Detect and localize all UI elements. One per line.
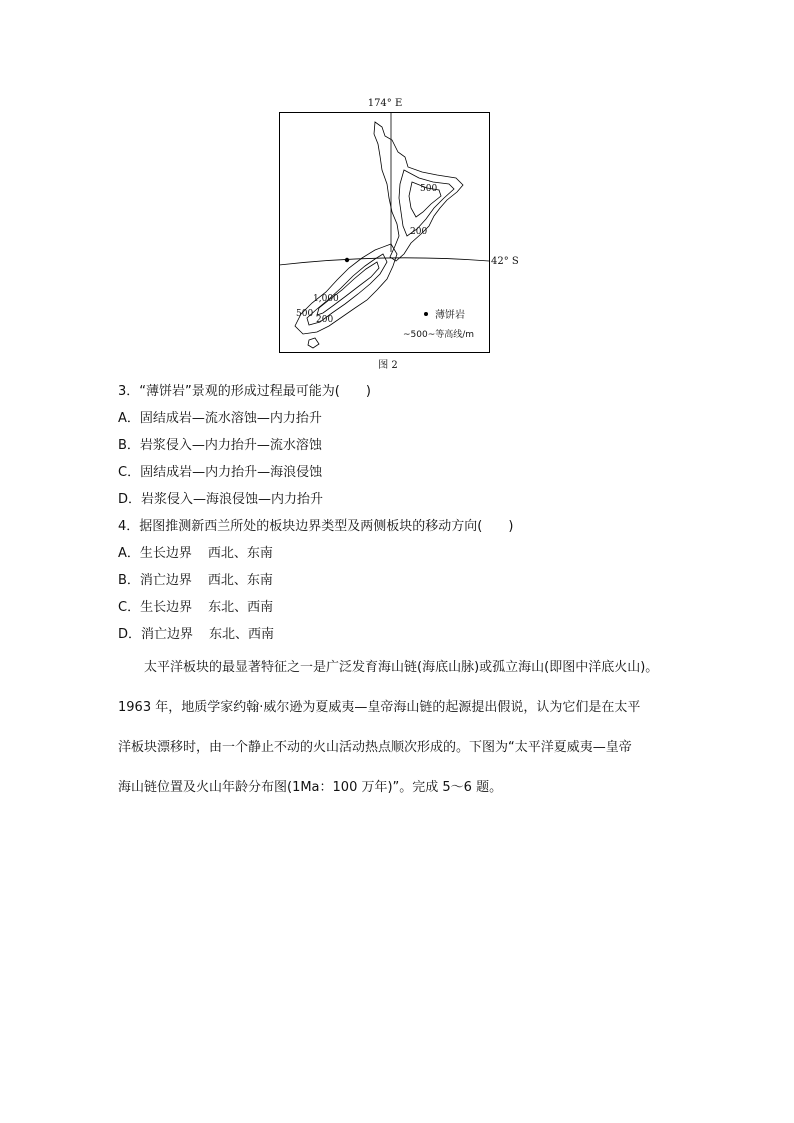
contour-label-500-south: 500: [296, 309, 314, 319]
paragraph-line-1: 太平洋板块的最显著特征之一是广泛发育海山链(海底山脉)或孤立海山(即图中洋底火山)。: [118, 660, 659, 675]
contour-label-200: 200: [410, 227, 428, 237]
question-3-option-b: B．岩浆侵入—内力抬升—流水溶蚀: [118, 438, 322, 453]
option-boundary: B．消亡边界: [118, 573, 192, 588]
legend-dot-icon: [424, 312, 428, 316]
question-4-option-d: [118, 623, 274, 642]
question-3-option-d: D．岩浆侵入—海浪侵蚀—内力抬升: [118, 492, 324, 507]
option-boundary: C．生长边界: [118, 600, 193, 615]
option-direction: 东北、西南: [209, 627, 275, 642]
question-4-stem: 4．据图推测新西兰所处的板块边界类型及两侧板块的移动方向( ): [118, 519, 514, 534]
question-3-stem: 3．“薄饼岩”景观的形成过程最可能为( ): [118, 384, 371, 399]
question-4-option-b: [118, 569, 273, 588]
legend-dot-label: 薄饼岩: [435, 310, 465, 321]
paragraph-line-4: 海山链位置及火山年龄分布图(1Ma：100 万年)”。完成 5～6 题。: [118, 780, 503, 795]
latitude-label: 42° S: [491, 256, 519, 267]
figure-new-zealand-map: [279, 98, 519, 373]
longitude-label: 174° E: [367, 98, 403, 109]
paragraph-line-2: 1963 年，地质学家约翰·威尔逊为夏威夷—皇帝海山链的起源提出假说，认为它们是在太平: [118, 700, 641, 715]
question-3-option-a: A．固结成岩—流水溶蚀—内力抬升: [118, 411, 322, 426]
option-boundary: D．消亡边界: [118, 627, 194, 642]
question-4-option-a: [118, 542, 273, 561]
north-island: [374, 122, 463, 261]
contour-label-500: 500: [420, 184, 438, 194]
latitude-line: [279, 258, 489, 265]
figure-caption: 图 2: [378, 360, 398, 371]
contour-label-1000: 1,000: [313, 294, 339, 304]
legend-contour-label: ~500~等高线/m: [403, 330, 475, 340]
option-direction: 西北、东南: [207, 546, 273, 561]
option-direction: 东北、西南: [208, 600, 274, 615]
contour-label-200-south: 200: [316, 315, 334, 325]
question-4-option-c: [118, 596, 273, 615]
paragraph-line-3: 洋板块漂移时，由一个静止不动的火山活动热点顺次形成的。下图为“太平洋夏威夷—皇帝: [118, 740, 632, 755]
option-boundary: A．生长边界: [118, 546, 192, 561]
option-direction: 西北、东南: [207, 573, 273, 588]
question-3-option-c: C．固结成岩—内力抬升—海浪侵蚀: [118, 465, 323, 480]
pancake-rocks-point: [345, 258, 349, 262]
